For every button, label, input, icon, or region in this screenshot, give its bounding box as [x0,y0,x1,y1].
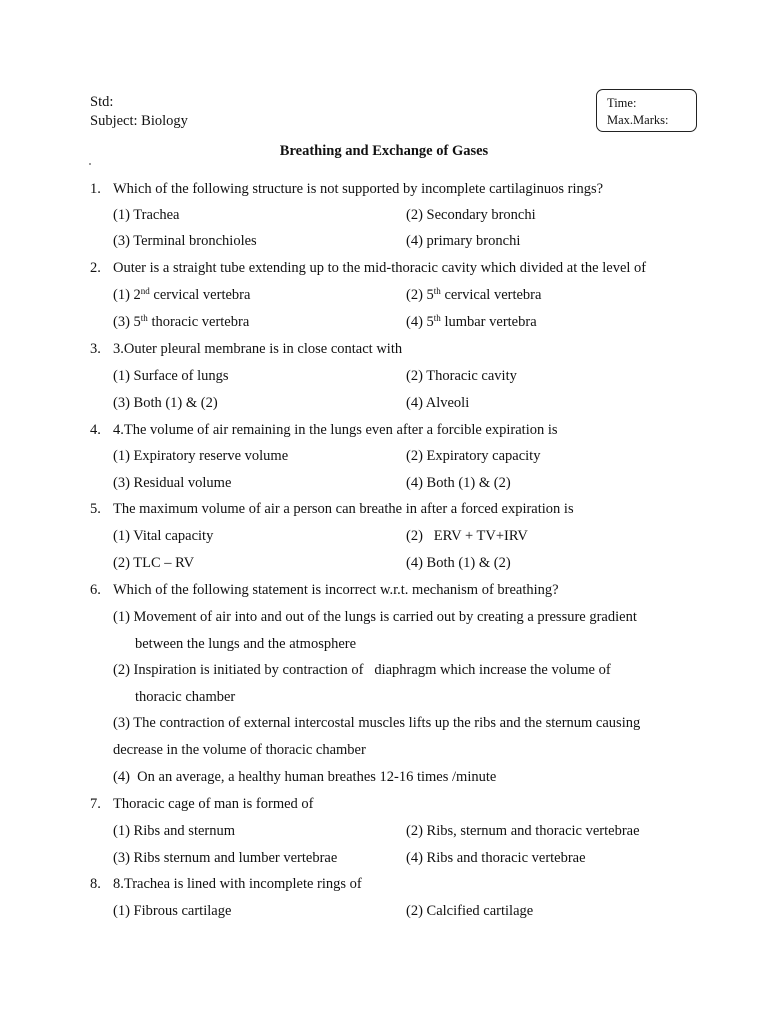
option-text: (1) 2 [113,287,141,303]
subject-label: Subject: Biology [90,113,188,129]
option-text: (2) 5 [406,287,434,303]
option-4 [406,313,537,331]
option-2: (2) Expiratory capacity [406,448,541,464]
option-text: (4) 5 [406,314,434,330]
option-1: (1) Trachea [113,207,180,223]
option-2 [406,286,541,304]
option-2: (2) Secondary bronchi [406,207,536,223]
stray-dot [89,163,91,165]
option-1: (1) Vital capacity [113,528,214,544]
option-1: (1) Ribs and sternum [113,823,236,839]
option-2-continued: thoracic chamber [135,689,236,705]
question-text: The maximum volume of air a person can breathe in after a forced expiration is [113,501,574,517]
option-1: (1) Fibrous cartilage [113,903,232,919]
option-4: (4) Both (1) & (2) [406,555,511,571]
question-number: 6. [90,582,101,598]
max-marks-label: Max.Marks: [607,113,669,127]
question-number: 1. [90,181,101,197]
option-text: cervical vertebra [440,287,542,303]
ordinal-suffix: th [433,313,441,323]
question-text: Which of the following structure is not supported by incomplete cartilaginuos rings? [113,181,604,197]
option-3: (2) TLC – RV [113,555,195,571]
option-4: (4) primary bronchi [406,233,521,249]
option-1: (1) Expiratory reserve volume [113,448,289,464]
option-text: cervical vertebra [149,287,251,303]
question-text: Which of the following statement is incorrect w.r.t. mechanism of breathing? [113,582,559,598]
question-number: 5. [90,501,101,517]
question-number: 2. [90,260,101,276]
option-3 [113,313,249,331]
option-4: (4) Both (1) & (2) [406,475,511,491]
option-3: (3) The contraction of external intercostal muscles lifts up the ribs and the sternum causing [113,715,641,731]
ordinal-suffix: th [433,286,441,296]
option-2: (2) Ribs, sternum and thoracic vertebrae [406,823,640,839]
question-number: 3. [90,341,101,357]
question-number: 7. [90,796,101,812]
option-text: thoracic vertebra [147,314,250,330]
option-4: (4) Ribs and thoracic vertebrae [406,850,586,866]
option-2: (2) ERV + TV+IRV [406,528,528,544]
option-2: (2) Inspiration is initiated by contraction of diaphragm which increase the volume of [113,662,611,678]
question-number: 8. [90,876,101,892]
std-label: Std: [90,94,114,110]
time-label: Time: [607,96,637,110]
option-4: (4) Alveoli [406,395,470,411]
question-number: 4. [90,422,101,438]
option-2: (2) Calcified cartilage [406,903,534,919]
option-3: (3) Residual volume [113,475,232,491]
option-3: (3) Terminal bronchioles [113,233,257,249]
option-2: (2) Thoracic cavity [406,368,517,384]
ordinal-suffix: th [140,313,148,323]
option-text: lumbar vertebra [440,314,537,330]
page-title: Breathing and Exchange of Gases [279,143,489,159]
option-3-continued: decrease in the volume of thoracic chamber [113,742,366,758]
option-text: (3) 5 [113,314,141,330]
option-3: (3) Both (1) & (2) [113,395,218,411]
option-1: (1) Surface of lungs [113,368,229,384]
question-text: Outer is a straight tube extending up to the mid-thoracic cavity which divided at the level of [113,260,647,276]
option-3: (3) Ribs sternum and lumber vertebrae [113,850,338,866]
question-text: 3.Outer pleural membrane is in close contact with [113,341,403,357]
ordinal-suffix: nd [140,286,150,296]
option-4: (4) On an average, a healthy human breathes 12-16 times /minute [113,769,497,785]
option-1 [113,286,250,304]
question-text: 8.Trachea is lined with incomplete rings of [113,876,362,892]
time-marks-box [596,89,697,132]
question-text: 4.The volume of air remaining in the lungs even after a forcible expiration is [113,422,558,438]
option-1-continued: between the lungs and the atmosphere [135,636,357,652]
question-text: Thoracic cage of man is formed of [113,796,314,812]
option-1: (1) Movement of air into and out of the lungs is carried out by creating a pressure gradient [113,609,637,625]
